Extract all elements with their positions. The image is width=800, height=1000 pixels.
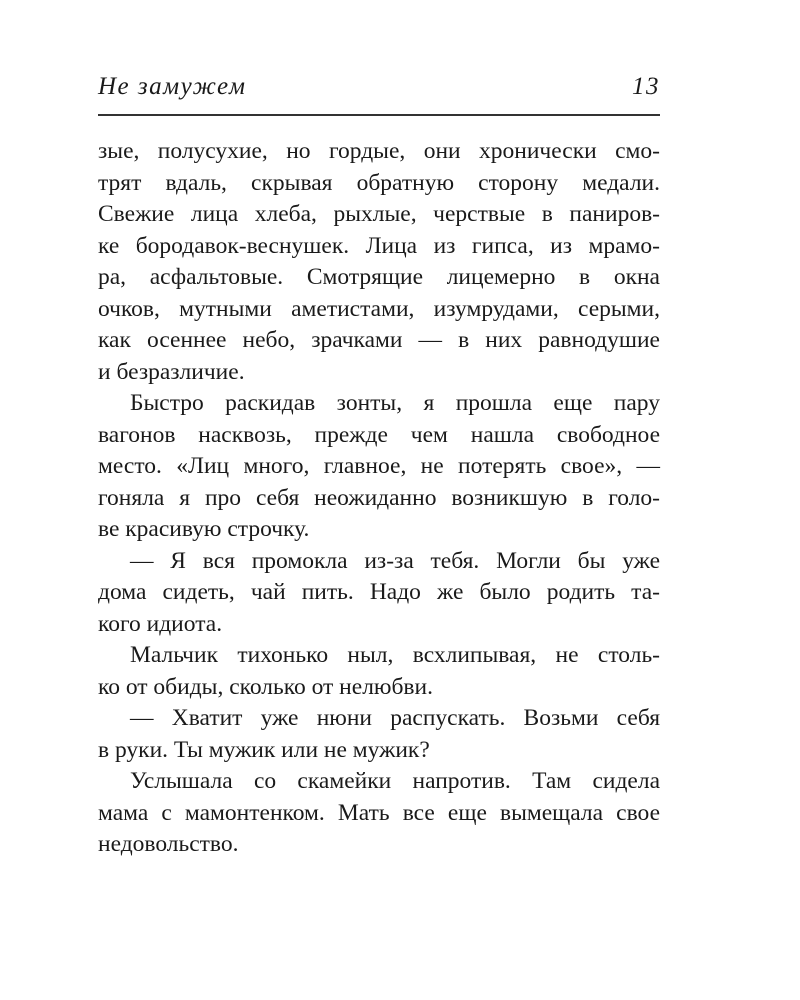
text-line: и безразличие.	[98, 358, 245, 385]
text-line: ке бородавок-веснушек. Лица из гипса, из мрамо-	[98, 232, 660, 259]
text-line: — Хватит уже нюни распускать. Возьми себя	[130, 705, 660, 731]
text-line: ра, асфальтовые. Смотрящие лицемерно в окна	[98, 264, 660, 290]
paragraph	[98, 136, 660, 388]
book-page	[98, 70, 660, 861]
text-line: дома сидеть, чай пить. Надо же было родить та-	[98, 579, 660, 605]
running-header	[98, 70, 660, 104]
paragraph	[98, 703, 660, 766]
text-line: недовольство.	[98, 831, 239, 857]
paragraph	[98, 546, 660, 641]
paragraph	[98, 640, 660, 703]
text-line: — Я вся промокла из-за тебя. Могли бы уже	[130, 547, 660, 574]
text-line: гоняла я про себя неожиданно возникшую в голо-	[98, 484, 660, 511]
text-line: ве красивую строчку.	[98, 516, 310, 542]
text-line: Свежие лица хлеба, рыхлые, черствые в паниров-	[98, 201, 660, 227]
text-line: кого идиота.	[98, 610, 223, 637]
paragraph	[98, 766, 660, 861]
text-line: трят вдаль, скрывая обратную сторону медали.	[98, 169, 660, 196]
text-line: место. «Лиц много, главное, не потерять свое», —	[98, 453, 660, 479]
text-line: в руки. Ты мужик или не мужик?	[98, 736, 430, 763]
text-line: как осеннее небо, зрачками — в них равнодушие	[98, 327, 660, 353]
text-line: ко от обиды, сколько от нелюбви.	[98, 673, 433, 700]
book-title: Не замужем	[98, 73, 247, 100]
text-line: вагонов насквозь, прежде чем нашла свободное	[98, 421, 660, 448]
header-rule	[98, 114, 660, 116]
text-line: Услышала со скамейки напротив. Там сидела	[130, 768, 660, 794]
body-text	[98, 136, 660, 861]
paragraph	[98, 388, 660, 546]
page-number: 13	[632, 73, 660, 100]
text-line: мама с мамонтенком. Мать все еще вымещала свое	[98, 799, 660, 826]
text-line: Быстро раскидав зонты, я прошла еще пару	[130, 390, 660, 416]
text-line: Мальчик тихонько ныл, всхлипывая, не столь-	[130, 642, 660, 668]
text-line: очков, мутными аметистами, изумрудами, серыми,	[98, 295, 660, 322]
text-line: зые, полусухие, но гордые, они хронически смо-	[98, 138, 660, 164]
